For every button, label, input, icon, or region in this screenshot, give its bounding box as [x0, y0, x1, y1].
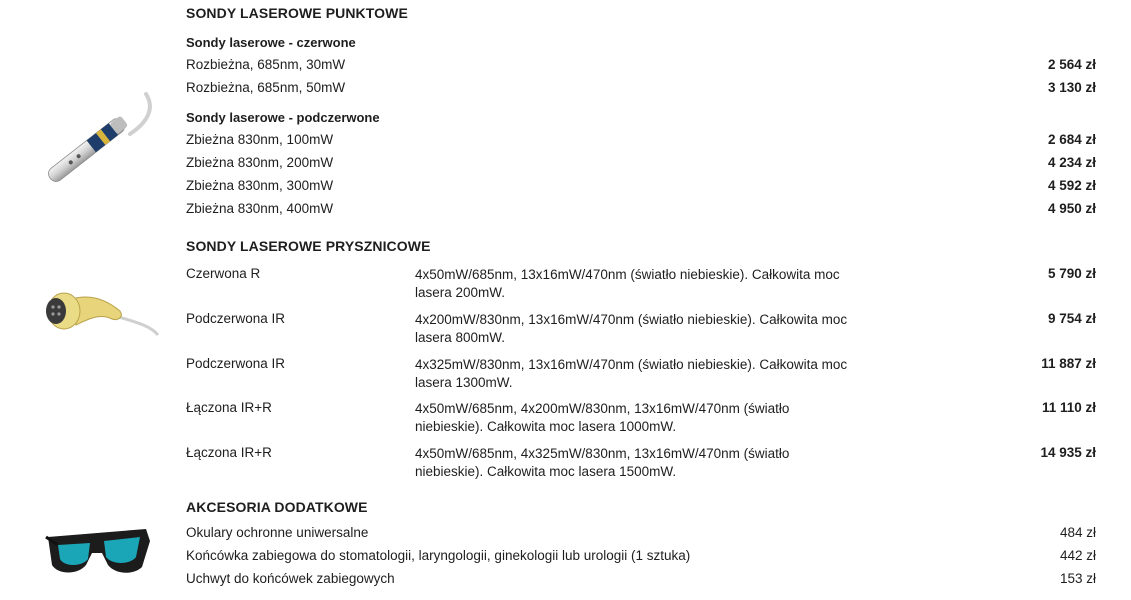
group-title-infrared-probes: Sondy laserowe - podczerwone: [186, 110, 380, 125]
item-price: 5 790 zł: [1047, 266, 1096, 281]
list-item: [186, 548, 1096, 568]
section-title-point-probes: SONDY LASEROWE PUNKTOWE: [186, 5, 408, 21]
item-price: 153 zł: [1059, 571, 1096, 586]
list-item: [186, 311, 1096, 351]
item-price: 2 564 zł: [1047, 57, 1096, 72]
item-description: 4x50mW/685nm, 4x325mW/830nm, 13x16mW/470nm (światło niebieskie). Całkowita moc lasera 1500mW.: [415, 446, 790, 479]
item-price: 4 234 zł: [1047, 155, 1096, 170]
list-item: [186, 80, 1096, 100]
item-description: 4x200mW/830nm, 13x16mW/470nm (światło niebieskie). Całkowita moc lasera 800mW.: [415, 312, 848, 345]
protective-goggles-icon: [42, 523, 154, 583]
list-item: [186, 445, 1096, 485]
item-label: Rozbieżna, 685nm, 50mW: [186, 80, 346, 95]
item-label: Rozbieżna, 685nm, 30mW: [186, 57, 346, 72]
section-title-accessories: AKCESORIA DODATKOWE: [186, 499, 368, 515]
item-description: 4x325mW/830nm, 13x16mW/470nm (światło niebieskie). Całkowita moc lasera 1300mW.: [415, 357, 848, 390]
item-price: 484 zł: [1059, 525, 1096, 540]
item-price: 9 754 zł: [1047, 311, 1096, 326]
item-price: 11 887 zł: [1041, 356, 1096, 371]
item-label: Zbieżna 830nm, 200mW: [186, 155, 334, 170]
item-price: 4 592 zł: [1047, 178, 1096, 193]
item-label: Okulary ochronne uniwersalne: [186, 525, 369, 540]
list-item: [186, 178, 1096, 198]
group-title-red-probes: Sondy laserowe - czerwone: [186, 35, 356, 50]
list-item: [186, 57, 1096, 77]
list-item: [186, 132, 1096, 152]
item-label: Łączona IR+R: [186, 445, 272, 460]
list-item: [186, 525, 1096, 545]
section-title-shower-probes: SONDY LASEROWE PRYSZNICOWE: [186, 238, 431, 254]
item-label: Podczerwona IR: [186, 356, 286, 371]
item-label: Podczerwona IR: [186, 311, 286, 326]
item-label: Końcówka zabiegowa do stomatologii, laryngologii, ginekologii lub urologii (1 sztuka): [186, 548, 691, 563]
item-price: 14 935 zł: [1040, 445, 1096, 460]
item-label: Łączona IR+R: [186, 400, 272, 415]
item-label: Zbieżna 830nm, 400mW: [186, 201, 334, 216]
item-label: Zbieżna 830nm, 300mW: [186, 178, 334, 193]
item-label: Zbieżna 830nm, 100mW: [186, 132, 334, 147]
item-price: 442 zł: [1059, 548, 1096, 563]
list-item: [186, 571, 1096, 591]
item-price: 3 130 zł: [1047, 80, 1096, 95]
list-item: [186, 266, 1096, 306]
laser-shower-probe-icon: [32, 283, 162, 343]
list-item: [186, 400, 1096, 440]
laser-probe-pen-icon: [30, 88, 160, 188]
list-item: [186, 356, 1096, 396]
item-price: 2 684 zł: [1047, 132, 1096, 147]
item-label: Czerwona R: [186, 266, 261, 281]
item-price: 4 950 zł: [1047, 201, 1096, 216]
list-item: [186, 155, 1096, 175]
list-item: [186, 201, 1096, 221]
item-description: 4x50mW/685nm, 4x200mW/830nm, 13x16mW/470nm (światło niebieskie). Całkowita moc lasera 1000mW.: [415, 401, 790, 434]
item-label: Uchwyt do końcówek zabiegowych: [186, 571, 395, 586]
item-description: 4x50mW/685nm, 13x16mW/470nm (światło niebieskie). Całkowita moc lasera 200mW.: [415, 267, 840, 300]
item-price: 11 110 zł: [1041, 400, 1096, 415]
